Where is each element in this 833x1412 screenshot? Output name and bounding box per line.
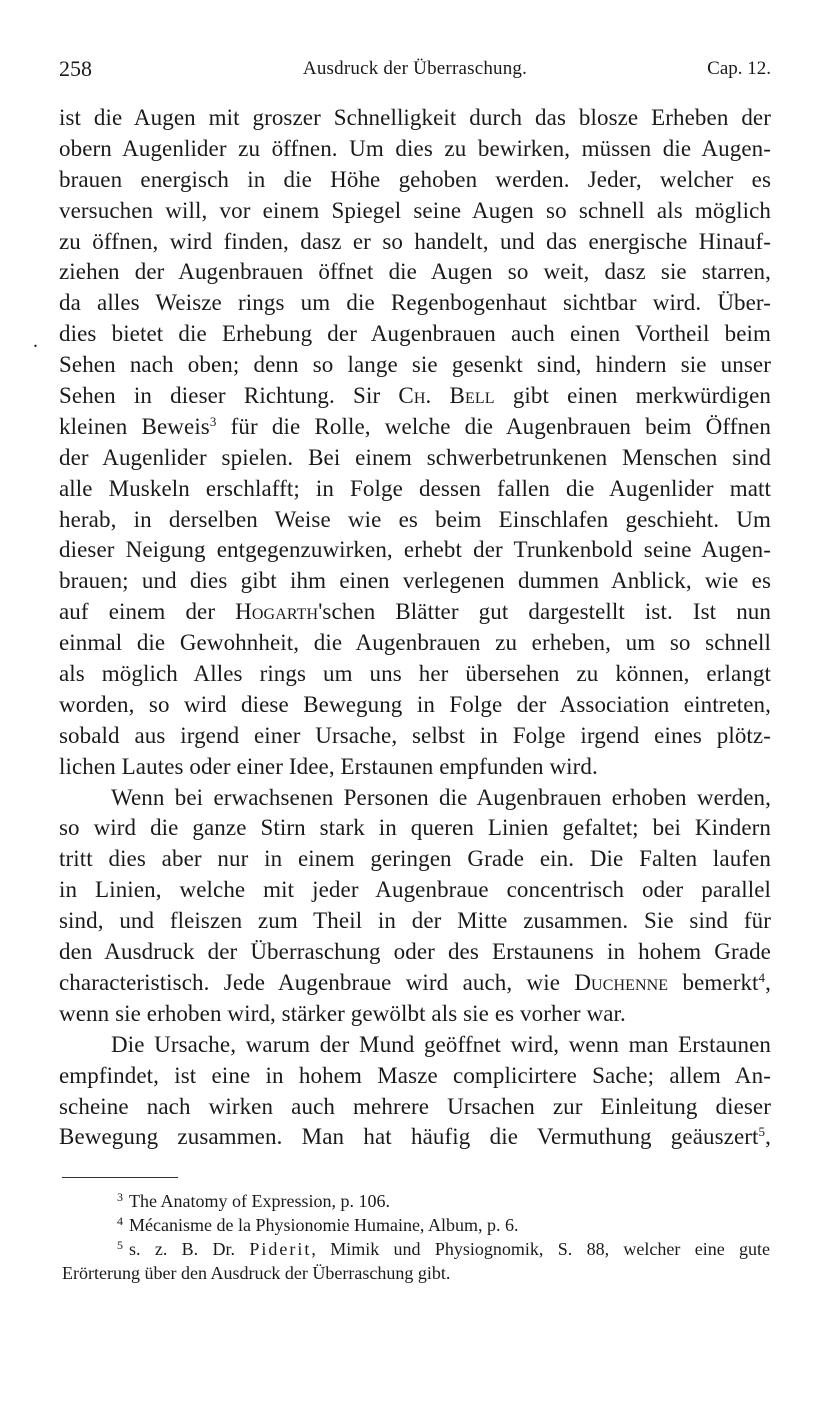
page-number: 258 (59, 56, 92, 81)
text-line (59, 381, 771, 412)
running-header (59, 56, 771, 84)
text-line: herab, in derselben Weise wie es beim Einschlafen geschieht. Um (59, 506, 771, 532)
text-segment: kleinen Beweis (59, 413, 210, 439)
text-line: den Ausdruck der Überraschung oder des Erstaunens in hohem Grade (59, 939, 771, 965)
text-segment: characteristisch. Jede Augenbraue wird auch, wie (59, 969, 561, 995)
text-line: worden, so wird diese Bewegung in Folge der Association eintreten, (59, 691, 771, 717)
text-line (59, 412, 771, 443)
text-line: Die Ursache, warum der Mund geöffnet wird, wenn man Erstaunen (111, 1031, 771, 1057)
footnote-mark: 5 (117, 1238, 123, 1252)
text-line: zu öffnen, wird finden, dasz er so handelt, und das energische Hinauf- (59, 228, 771, 254)
text-line: alle Muskeln erschlafft; in Folge dessen fallen die Augenlider matt (59, 475, 771, 501)
text-segment: 'schen Blätter gut dargestellt ist. Ist nun (318, 599, 771, 625)
text-line (59, 1122, 771, 1153)
running-title: Ausdruck der Überraschung. (302, 58, 528, 79)
footnote-text: s. z. B. Dr. (129, 1239, 236, 1259)
text-line: brauen; und dies gibt ihm einen verlegenen dummen Anblick, wie es (59, 568, 771, 594)
text-line: da alles Weisze rings um die Regenbogenhaut sichtbar wird. Über- (59, 290, 771, 316)
text-line: versuchen will, vor einem Spiegel seine Augen so schnell als möglich (59, 197, 771, 223)
text-segment: auf einem der (59, 599, 216, 625)
text-line: ziehen der Augenbrauen öffnet die Augen so weit, dasz sie starren, (59, 259, 771, 285)
text-line: obern Augenlider zu öffnen. Um dies zu bewirken, müssen die Augen- (59, 135, 771, 161)
author-name: Piderit (249, 1239, 312, 1259)
text-line: als möglich Alles rings um uns her übersehen zu können, erlangt (59, 661, 771, 687)
text-line: scheine nach wirken auch mehrere Ursachen zur Einleitung dieser (59, 1093, 771, 1119)
author-name: Hogarth (235, 599, 319, 625)
text-line: brauen energisch in die Höhe gehoben werden. Jeder, welcher es (59, 166, 771, 192)
footnote-ref: 5 (758, 1124, 766, 1140)
text-line (59, 968, 771, 999)
text-line: ist die Augen mit groszer Schnelligkeit durch das blosze Erheben der (59, 105, 771, 130)
text-segment: bemerkt (682, 969, 759, 995)
text-line: wenn sie erhoben wird, stärker gewölbt als sie es vorher war. (59, 1000, 626, 1026)
text-line: lichen Lautes oder einer Idee, Erstaunen empfunden wird. (59, 753, 598, 779)
footnotes (62, 1189, 770, 1285)
author-name: Duchenne (574, 969, 669, 995)
body-text (59, 103, 771, 1153)
footnote-divider (62, 1177, 178, 1178)
text-line: tritt dies aber nur in einem geringen Grade ein. Die Falten laufen (59, 846, 771, 872)
text-line: in Linien, welche mit jeder Augenbraue concentrisch oder parallel (59, 877, 771, 903)
text-line: dies bietet die Erhebung der Augenbrauen auch einen Vortheil beim (59, 321, 771, 347)
footnote-ref: 3 (209, 413, 217, 429)
text-segment: gibt einen merkwürdigen (512, 383, 772, 409)
text-segment: Sehen in dieser Richtung. Sir (59, 383, 381, 409)
margin-mark: . (33, 330, 38, 352)
footnote-5 (62, 1237, 770, 1261)
text-line (59, 597, 771, 628)
text-line: Wenn bei erwachsenen Personen die Augenbrauen erhoben werden, (111, 784, 771, 810)
text-line: sobald aus irgend einer Ursache, selbst in Folge irgend eines plötz- (59, 722, 771, 748)
text-line: sind, und fleiszen zum Theil in der Mitte zusammen. Sie sind für (59, 908, 771, 934)
footnote-4 (62, 1213, 770, 1237)
footnote-text: Mécanisme de la Physionomie Humaine, Album, p. 6. (129, 1215, 519, 1235)
footnote-ref: 4 (758, 969, 766, 985)
text-segment: Bewegung zusammen. Man hat häufig die Vermuthung geäuszert (59, 1124, 759, 1150)
text-line: einmal die Gewohnheit, die Augenbrauen zu erheben, um so schnell (59, 630, 771, 656)
footnote-text: The Anatomy of Expression, p. 106. (129, 1191, 390, 1211)
text-segment: für die Rolle, welche die Augenbrauen beim Öffnen (230, 413, 771, 439)
chapter-label: Cap. 12. (707, 58, 771, 79)
footnote-mark: 3 (117, 1190, 123, 1204)
text-line: Sehen nach oben; denn so lange sie gesenkt sind, hindern sie unser (59, 352, 771, 378)
text-segment: , (765, 1124, 771, 1150)
footnote-text: , Mimik und Physiognomik, S. 88, welcher eine gute (311, 1239, 771, 1259)
text-segment: , (765, 969, 772, 995)
footnote-mark: 4 (117, 1214, 123, 1228)
footnote-5-continuation: Erörterung über den Ausdruck der Überraschung gibt. (62, 1263, 451, 1283)
author-name: Ch. Bell (398, 383, 495, 409)
footnote-3 (62, 1189, 770, 1213)
text-line: der Augenlider spielen. Bei einem schwerbetrunkenen Menschen sind (59, 444, 771, 470)
text-line: so wird die ganze Stirn stark in queren Linien gefaltet; bei Kindern (59, 815, 771, 841)
text-line: empfindet, ist eine in hohem Masze complicirtere Sache; allem An- (59, 1062, 771, 1088)
text-line: dieser Neigung entgegenzuwirken, erhebt der Trunkenbold seine Augen- (59, 537, 771, 563)
